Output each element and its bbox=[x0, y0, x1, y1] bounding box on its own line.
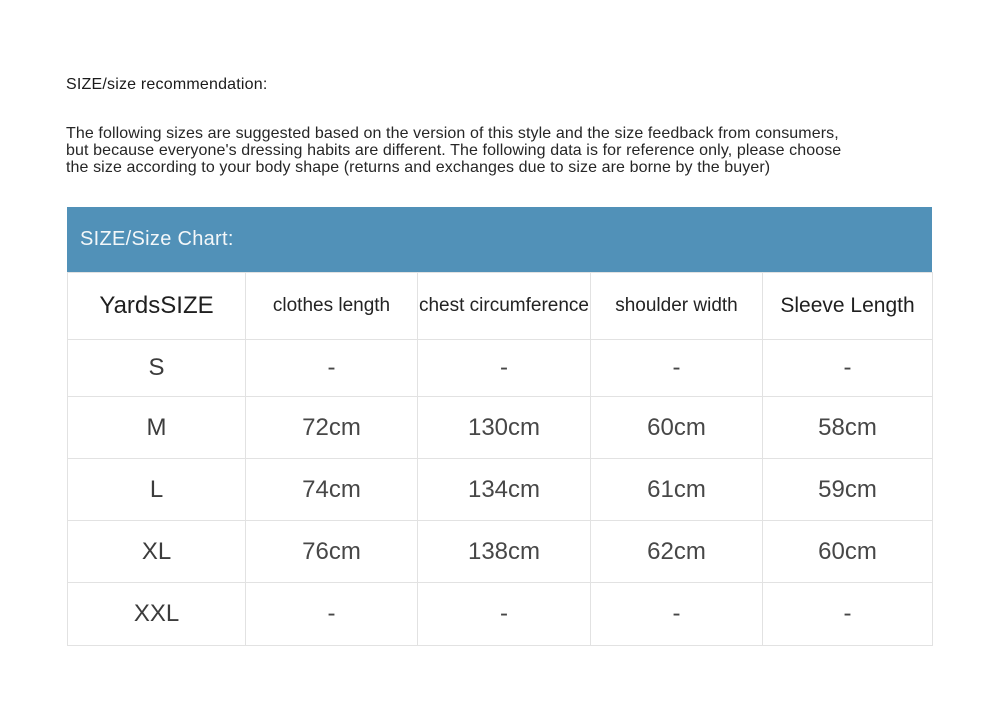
table-cell: - bbox=[418, 583, 591, 646]
table-cell: 62cm bbox=[591, 521, 763, 583]
table-cell: 130cm bbox=[418, 397, 591, 459]
table-cell: - bbox=[763, 583, 933, 646]
table-cell: 60cm bbox=[591, 397, 763, 459]
size-label: XXL bbox=[68, 583, 246, 646]
section-heading: SIZE/size recommendation: bbox=[66, 76, 268, 93]
column-header-size: YardsSIZE bbox=[68, 273, 246, 340]
column-header-shoulder-width: shoulder width bbox=[591, 273, 763, 340]
table-cell: 72cm bbox=[246, 397, 418, 459]
table-cell: 138cm bbox=[418, 521, 591, 583]
column-header-chest-circumference: chest circumference bbox=[418, 273, 591, 340]
table-row-l bbox=[68, 459, 933, 521]
table-cell: 74cm bbox=[246, 459, 418, 521]
table-cell: - bbox=[246, 340, 418, 397]
table-cell: 134cm bbox=[418, 459, 591, 521]
size-label: M bbox=[68, 397, 246, 459]
table-header-row bbox=[68, 273, 933, 340]
table-cell: 61cm bbox=[591, 459, 763, 521]
intro-line-1: The following sizes are suggested based on the version of this style and the size feedback from consumers, bbox=[66, 125, 839, 142]
size-label: S bbox=[68, 340, 246, 397]
column-header-clothes-length: clothes length bbox=[246, 273, 418, 340]
size-label: L bbox=[68, 459, 246, 521]
table-cell: - bbox=[763, 340, 933, 397]
intro-paragraph bbox=[66, 125, 841, 176]
column-header-sleeve-length: Sleeve Length bbox=[763, 273, 933, 340]
intro-line-2: but because everyone's dressing habits are different. The following data is for reference only, please choose bbox=[66, 142, 842, 159]
table-row-m bbox=[68, 397, 933, 459]
size-chart-table bbox=[67, 272, 933, 646]
table-row-s bbox=[68, 340, 933, 397]
table-cell: 76cm bbox=[246, 521, 418, 583]
table-cell: - bbox=[591, 340, 763, 397]
table-row-xl bbox=[68, 521, 933, 583]
table-cell: 58cm bbox=[763, 397, 933, 459]
table-cell: 59cm bbox=[763, 459, 933, 521]
table-cell: - bbox=[591, 583, 763, 646]
size-chart-title-bar bbox=[67, 207, 932, 272]
intro-line-3: the size according to your body shape (returns and exchanges due to size are borne by the buyer) bbox=[66, 159, 771, 176]
table-cell: - bbox=[246, 583, 418, 646]
size-label: XL bbox=[68, 521, 246, 583]
size-chart-title: SIZE/Size Chart: bbox=[80, 228, 234, 250]
table-row-xxl bbox=[68, 583, 933, 646]
table-cell: - bbox=[418, 340, 591, 397]
table-cell: 60cm bbox=[763, 521, 933, 583]
